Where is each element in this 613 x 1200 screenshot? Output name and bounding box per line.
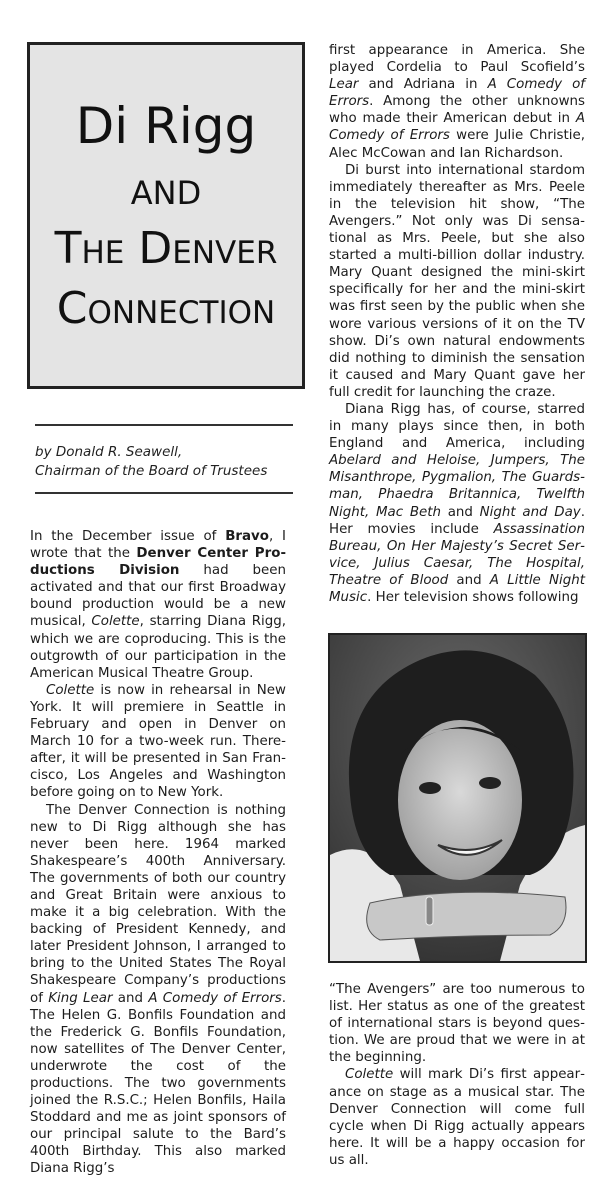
right-column-top	[329, 42, 585, 606]
text-run: . The Helen G. Bonfils Foundation and the Frederick G. Bonfils Foundation, now satellites of The Denver Center, underwrote the cost of the productions. The two governments joined the R.S.C.; Helen Bonfils, Haila Stoddard and me as joint sponsors of our principal salute to the Bard’s 400th Birthday. This also marked Diana Rigg’s	[30, 990, 287, 1177]
byline-role: Chairman of the Board of Trustees	[35, 463, 268, 479]
byline-rule-top	[35, 424, 293, 426]
headline-line-2: and	[130, 160, 202, 215]
show-title: Colette	[46, 682, 95, 698]
play-title: Lear	[329, 77, 359, 93]
text-run: and Adriana in	[358, 77, 488, 93]
headline-line-3: The Denver	[54, 222, 278, 274]
ring	[426, 897, 433, 925]
text-run: In the December issue of	[30, 529, 226, 544]
play-title: A Comedy of Errors	[148, 990, 282, 1006]
headline-line-1: Di Rigg	[75, 96, 257, 155]
magazine-name: Bravo	[225, 529, 269, 544]
show-title: Colette	[91, 614, 140, 630]
paragraph	[30, 802, 286, 1178]
text-run: will mark Di’s first appearance on stage as a musical star. The Denver Connection will come full cycle when Di Rigg actually appears here. It will be a happy occasion for us all.	[329, 1067, 585, 1168]
text-run: were Julie Christie, Alec McCowan and Ian Richardson.	[329, 128, 585, 161]
right-eye	[479, 777, 501, 789]
movie-title: A Little Night Music	[329, 572, 585, 605]
folded-hands	[367, 892, 566, 940]
play-title: A Comedy of Errors	[329, 111, 585, 144]
text-run: Di burst into international stardom immediately thereafter as Mrs. Peele in the television hit show, “The Avengers.” Not only was Di sensational as Mrs. Peele, but she also started a multi-billion dollar industry. Mary Quant designed the mini-skirt specifically for her and the mini-skirt was first seen by the public when she wore various versions of it on the TV show. Di’s own natural endowments did nothing to diminish the sensation it caused and Mary Quant gave her full credit for launching the craze.	[329, 162, 585, 400]
text-run: . Her movies include	[329, 504, 585, 537]
text-run: is now in rehearsal in New York. It will premiere in Seattle in February and open in Denver on March 10 for a two-week run. Thereafter, it will be presented in San Francisco, Los Angeles and Washington before going on to New York.	[30, 682, 286, 801]
play-titles: Abelard and Heloise, Jumpers, The Misanthrope, Pygmalion, The Guardsman, Phaedra Britannica, Twelfth Night, Mac Beth	[329, 453, 585, 520]
portrait-photo	[328, 633, 587, 963]
text-run: and	[440, 504, 480, 520]
byline-author: by Donald R. Seawell,	[35, 444, 183, 460]
text-run: and	[448, 572, 490, 588]
paragraph	[30, 682, 286, 802]
text-run: . Among the other unknowns who made their American debut in	[329, 94, 585, 127]
text-run: , starring Diana Rigg, which we are coproducing. This is the outgrowth of our participation in the American Musical Theatre Group.	[30, 614, 286, 681]
text-run: The Denver Connection is nothing new to Di Rigg although she has never been here. 1964 marked Shakespeare’s 400th Anniversary. The governments of both our country and Great Britain were anxious to make it a big celebration. With the backing of President Kennedy, and later President Johnson, I arranged to bring to the United States The Royal Shakespeare Company’s productions of	[30, 802, 286, 1006]
left-column	[30, 528, 286, 1178]
paragraph	[329, 1066, 585, 1169]
play-title: Night and Day	[479, 504, 581, 520]
paragraph	[30, 528, 286, 682]
text-run: had been activated and that our first Broadway bound production would be a new musical,	[30, 563, 287, 630]
byline-rule-bottom	[35, 492, 293, 494]
headline-line-4: Connection	[56, 282, 276, 334]
left-eye	[419, 782, 441, 794]
paragraph	[329, 42, 585, 162]
text-run: . Her television shows following	[367, 590, 579, 605]
paragraph	[329, 981, 585, 1066]
face	[398, 720, 522, 880]
division-name: Denver Center Productions Division	[30, 546, 286, 579]
text-run: , I wrote that the	[30, 529, 286, 562]
text-run: “The Avengers” are too numerous to list. Her status as one of the greatest of international stars is beyond question. We are proud that we were in at the beginning.	[329, 982, 585, 1066]
play-title: A Comedy of Errors	[329, 77, 585, 110]
text-run: and	[112, 990, 149, 1006]
text-run: first appearance in America. She played Cordelia to Paul Scofield’s	[329, 43, 585, 76]
portrait-illustration	[330, 635, 585, 961]
right-column-bottom	[329, 981, 585, 1169]
play-title: King Lear	[48, 990, 113, 1006]
paragraph	[329, 401, 585, 606]
movie-titles: Assassination Bureau, On Her Majesty’s Secret Service, Julius Caesar, The Hospital, Theatre of Blood	[329, 521, 585, 588]
title-box	[27, 42, 305, 389]
byline	[35, 443, 297, 481]
text-run: Diana Rigg has, of course, starred in many plays since then, in both England and America, including	[329, 401, 585, 452]
show-title: Colette	[345, 1067, 394, 1083]
paragraph	[329, 162, 585, 401]
